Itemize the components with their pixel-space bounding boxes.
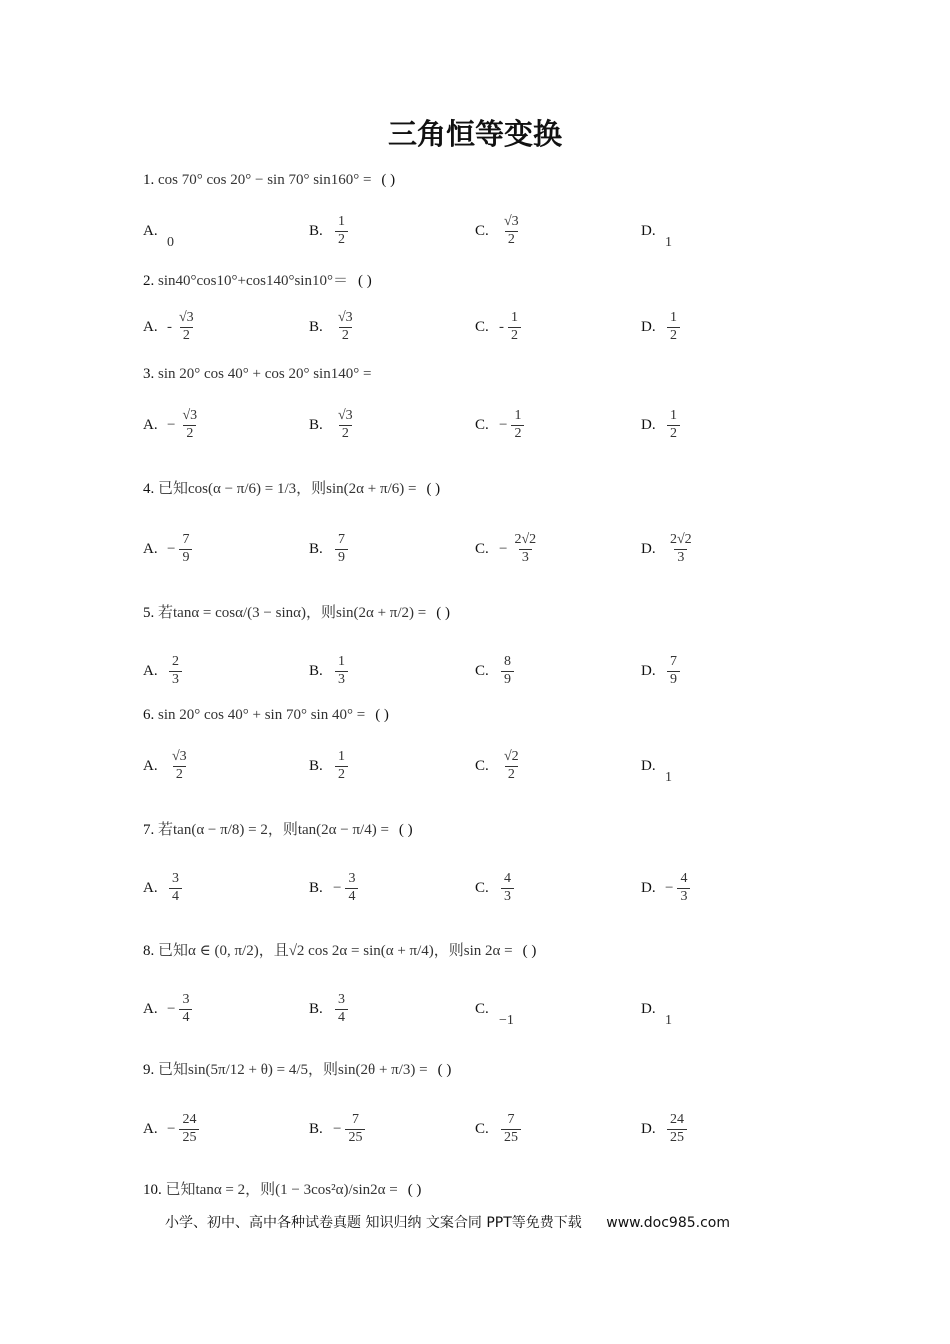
option-label: C.: [475, 1000, 489, 1017]
fraction-numerator: √3: [182, 408, 198, 424]
question-number: 4.: [143, 481, 155, 497]
question-stem: 已知sin(5π/12 + θ) = 4/5，则sin(2θ + π/3) =: [158, 1062, 428, 1078]
option-label: C.: [475, 222, 489, 239]
option-value: −1: [499, 1013, 514, 1028]
fraction-denominator: 2: [667, 425, 680, 442]
page-title: 三角恒等变换: [387, 117, 562, 151]
option-b[interactable]: [309, 984, 350, 1034]
option-sign: -: [167, 318, 172, 335]
question-number: 5.: [143, 605, 155, 621]
option-d[interactable]: [641, 206, 672, 256]
fraction-numerator: 7: [670, 654, 677, 670]
option-a[interactable]: [143, 524, 194, 574]
fraction-numerator: √3: [172, 749, 187, 765]
option-label: A.: [143, 222, 158, 239]
fraction-denominator: 4: [169, 888, 182, 905]
fraction-numerator: 3: [348, 871, 356, 887]
option-fraction: [169, 749, 190, 782]
question-6: [143, 707, 890, 724]
option-label: D.: [641, 1000, 656, 1017]
fraction-denominator: 9: [179, 549, 192, 566]
option-c[interactable]: [475, 302, 523, 352]
fraction-denominator: 2: [505, 231, 518, 248]
fraction-denominator: 2: [183, 425, 196, 442]
option-label: B.: [309, 879, 323, 896]
option-a[interactable]: [143, 400, 202, 450]
fraction-denominator: 4: [345, 888, 358, 905]
answer-blank[interactable]: ( ): [437, 1062, 452, 1078]
option-value: 1: [665, 1013, 672, 1028]
option-label: B.: [309, 416, 323, 433]
option-label: D.: [641, 540, 656, 557]
fraction-numerator: √3: [338, 408, 353, 424]
question-number: 7.: [143, 822, 155, 838]
fraction-denominator: 4: [335, 1009, 348, 1026]
option-label: A.: [143, 416, 158, 433]
fraction-denominator: 2: [335, 766, 348, 783]
question-stem: sin 20° cos 40° + sin 70° sin 40° =: [158, 707, 366, 723]
option-b[interactable]: [309, 524, 350, 574]
option-label: C.: [475, 416, 489, 433]
option-c[interactable]: [475, 400, 526, 450]
option-sign: −: [167, 540, 176, 557]
option-fraction: [179, 1112, 199, 1145]
option-label: B.: [309, 757, 323, 774]
option-fraction: [335, 214, 348, 247]
question-9: [143, 1058, 890, 1079]
question-stem: sin 20° cos 40° + cos 20° sin140° =: [158, 366, 372, 382]
option-c[interactable]: [475, 524, 541, 574]
option-c[interactable]: [475, 984, 514, 1034]
option-d[interactable]: [641, 400, 682, 450]
option-d[interactable]: [641, 302, 682, 352]
answer-blank[interactable]: ( ): [357, 273, 372, 289]
question-7: [143, 818, 890, 839]
option-fraction: [667, 532, 695, 565]
question-number: 9.: [143, 1062, 155, 1078]
option-label: C.: [475, 318, 489, 335]
question-number: 8.: [143, 943, 155, 959]
option-label: B.: [309, 318, 323, 335]
fraction-numerator: 2√2: [514, 532, 537, 548]
option-sign: −: [167, 416, 176, 433]
option-d[interactable]: [641, 646, 682, 696]
option-sign: −: [167, 1000, 176, 1017]
option-fraction: [335, 310, 356, 343]
footer: [165, 1212, 730, 1232]
option-b[interactable]: [309, 863, 360, 913]
option-fraction: [667, 310, 680, 343]
option-label: B.: [309, 1120, 323, 1137]
option-d[interactable]: [641, 1104, 689, 1154]
option-b[interactable]: [309, 741, 350, 791]
option-fraction: [179, 992, 192, 1025]
option-label: A.: [143, 1000, 158, 1017]
option-d[interactable]: [641, 524, 697, 574]
option-label: A.: [143, 662, 158, 679]
fraction-numerator: 4: [680, 871, 688, 887]
option-c[interactable]: [475, 1104, 523, 1154]
question-5: [143, 601, 890, 622]
option-sign: −: [499, 416, 508, 433]
footer-text: 小学、初中、高中各种试卷真题 知识归纳 文案合同 PPT等免费下载: [165, 1215, 582, 1231]
fraction-numerator: 3: [338, 992, 345, 1008]
option-fraction: [667, 1112, 687, 1145]
option-label: B.: [309, 662, 323, 679]
option-fraction: [335, 408, 356, 441]
option-fraction: [335, 654, 348, 687]
option-label: B.: [309, 222, 323, 239]
option-value: 1: [665, 235, 672, 250]
fraction-numerator: 1: [514, 408, 522, 424]
fraction-denominator: 9: [667, 671, 680, 688]
fraction-denominator: 3: [677, 888, 690, 905]
options-row: [143, 302, 903, 352]
option-fraction: [179, 408, 200, 441]
answer-blank[interactable]: ( ): [407, 1182, 422, 1198]
question-stem: 已知tanα = 2，则(1 − 3cos²α)/sin2α =: [165, 1182, 398, 1198]
question-stem: cos 70° cos 20° − sin 70° sin160° =: [158, 172, 372, 188]
option-label: D.: [641, 662, 656, 679]
option-sign: −: [167, 1120, 176, 1137]
option-a[interactable]: [143, 646, 184, 696]
options-row: [143, 206, 903, 256]
option-sign: −: [665, 879, 674, 896]
options-row: [143, 741, 903, 791]
fraction-denominator: 4: [179, 1009, 192, 1026]
option-sign: −: [499, 540, 508, 557]
option-label: C.: [475, 879, 489, 896]
option-fraction: [511, 532, 539, 565]
option-label: C.: [475, 540, 489, 557]
option-fraction: [508, 310, 521, 343]
question-number: 2.: [143, 273, 155, 289]
option-label: C.: [475, 662, 489, 679]
fraction-denominator: 25: [179, 1129, 199, 1146]
question-8: [143, 939, 890, 960]
fraction-denominator: 25: [667, 1129, 687, 1146]
fraction-numerator: 4: [504, 871, 511, 887]
fraction-numerator: √3: [179, 310, 194, 326]
option-fraction: [345, 871, 358, 904]
question-4: [143, 477, 890, 498]
option-label: C.: [475, 1120, 489, 1137]
option-label: A.: [143, 1120, 158, 1137]
fraction-numerator: √3: [504, 214, 519, 230]
option-fraction: [501, 1112, 521, 1145]
option-fraction: [667, 654, 680, 687]
options-row: [143, 646, 903, 696]
fraction-denominator: 3: [169, 671, 182, 688]
fraction-numerator: 7: [507, 1112, 515, 1128]
option-value: 0: [167, 235, 174, 250]
fraction-denominator: 2: [335, 231, 348, 248]
fraction-numerator: 8: [504, 654, 511, 670]
fraction-numerator: 3: [172, 871, 179, 887]
option-label: D.: [641, 416, 656, 433]
fraction-numerator: √2: [504, 749, 519, 765]
question-stem: 已知cos(α − π/6) = 1/3，则sin(2α + π/6) =: [158, 481, 417, 497]
question-2: [143, 269, 890, 290]
option-fraction: [335, 532, 348, 565]
fraction-numerator: 24: [182, 1112, 197, 1128]
question-1: [143, 172, 890, 189]
option-fraction: [501, 871, 514, 904]
option-label: D.: [641, 222, 656, 239]
option-d[interactable]: [641, 863, 692, 913]
option-b[interactable]: [309, 1104, 367, 1154]
option-label: C.: [475, 757, 489, 774]
fraction-denominator: 25: [345, 1129, 365, 1146]
question-stem: 若tanα = cosα/(3 − sinα)，则sin(2α + π/2) =: [158, 605, 427, 621]
fraction-denominator: 2: [667, 327, 680, 344]
option-a[interactable]: [143, 1104, 201, 1154]
fraction-numerator: 1: [670, 310, 677, 326]
question-number: 6.: [143, 707, 155, 723]
option-label: A.: [143, 540, 158, 557]
fraction-numerator: √3: [338, 310, 353, 326]
fraction-numerator: 1: [338, 654, 345, 670]
option-fraction: [677, 871, 690, 904]
option-fraction: [169, 654, 182, 687]
option-b[interactable]: [309, 646, 350, 696]
options-row: [143, 984, 903, 1034]
fraction-denominator: 2: [173, 766, 186, 783]
fraction-numerator: 7: [338, 532, 345, 548]
option-value: 1: [665, 770, 672, 785]
option-sign: −: [333, 879, 342, 896]
option-label: D.: [641, 879, 656, 896]
option-c[interactable]: [475, 741, 524, 791]
fraction-numerator: 24: [670, 1112, 684, 1128]
answer-blank[interactable]: ( ): [436, 605, 450, 621]
option-fraction: [501, 214, 522, 247]
question-10: [143, 1178, 890, 1199]
option-a[interactable]: [143, 302, 199, 352]
answer-blank[interactable]: ( ): [522, 943, 537, 959]
options-row: [143, 400, 903, 450]
fraction-denominator: 3: [519, 549, 532, 566]
option-label: A.: [143, 318, 158, 335]
fraction-denominator: 2: [180, 327, 193, 344]
option-label: A.: [143, 757, 158, 774]
option-b[interactable]: [309, 206, 350, 256]
option-fraction: [345, 1112, 365, 1145]
fraction-denominator: 2: [511, 425, 524, 442]
option-b[interactable]: [309, 400, 358, 450]
option-fraction: [501, 749, 522, 782]
footer-url[interactable]: www.doc985.com: [606, 1215, 730, 1231]
question-stem: 已知α ∈ (0, π/2)，且√2 cos 2α = sin(α + π/4)，则sin 2α =: [158, 943, 513, 959]
question-stem: 若tan(α − π/8) = 2，则tan(2α − π/4) =: [158, 822, 389, 838]
option-d[interactable]: [641, 741, 672, 791]
option-fraction: [511, 408, 524, 441]
option-fraction: [335, 992, 348, 1025]
answer-blank[interactable]: ( ): [381, 172, 396, 188]
question-stem: sin40°cos10°+cos140°sin10°＝: [158, 273, 348, 289]
option-a[interactable]: [143, 984, 194, 1034]
options-row: [143, 524, 903, 574]
option-label: B.: [309, 1000, 323, 1017]
fraction-denominator: 3: [674, 549, 687, 566]
option-a[interactable]: [143, 206, 174, 256]
fraction-denominator: 2: [505, 766, 518, 783]
option-c[interactable]: [475, 646, 516, 696]
fraction-denominator: 9: [501, 671, 514, 688]
fraction-numerator: 1: [338, 749, 345, 765]
option-sign: −: [333, 1120, 342, 1137]
options-row: [143, 1104, 903, 1154]
fraction-numerator: 1: [670, 408, 677, 424]
fraction-numerator: 3: [182, 992, 190, 1008]
fraction-denominator: 3: [501, 888, 514, 905]
option-c[interactable]: [475, 863, 516, 913]
answer-blank[interactable]: ( ): [375, 707, 389, 723]
option-fraction: [335, 749, 348, 782]
option-label: B.: [309, 540, 323, 557]
option-d[interactable]: [641, 984, 672, 1034]
option-label: D.: [641, 318, 656, 335]
fraction-numerator: 2: [172, 654, 179, 670]
question-3: [143, 366, 890, 383]
answer-blank[interactable]: ( ): [398, 822, 413, 838]
option-label: A.: [143, 879, 158, 896]
answer-blank[interactable]: ( ): [426, 481, 441, 497]
fraction-denominator: 2: [339, 425, 352, 442]
option-sign: -: [499, 318, 504, 335]
fraction-numerator: 7: [351, 1112, 359, 1128]
fraction-denominator: 9: [335, 549, 348, 566]
option-fraction: [176, 310, 197, 343]
option-a[interactable]: [143, 741, 192, 791]
option-fraction: [169, 871, 182, 904]
question-number: 10.: [143, 1182, 162, 1198]
fraction-numerator: 1: [338, 214, 345, 230]
option-c[interactable]: [475, 206, 524, 256]
fraction-numerator: 7: [182, 532, 190, 548]
fraction-denominator: 2: [508, 327, 521, 344]
option-fraction: [667, 408, 680, 441]
fraction-denominator: 3: [335, 671, 348, 688]
fraction-numerator: 1: [511, 310, 518, 326]
question-number: 3.: [143, 366, 155, 382]
fraction-denominator: 2: [339, 327, 352, 344]
question-number: 1.: [143, 172, 155, 188]
option-fraction: [501, 654, 514, 687]
option-fraction: [179, 532, 192, 565]
option-label: D.: [641, 1120, 656, 1137]
options-row: [143, 863, 903, 913]
fraction-denominator: 25: [501, 1129, 521, 1146]
option-label: D.: [641, 757, 656, 774]
option-b[interactable]: [309, 302, 358, 352]
option-a[interactable]: [143, 863, 184, 913]
fraction-numerator: 2√2: [670, 532, 692, 548]
